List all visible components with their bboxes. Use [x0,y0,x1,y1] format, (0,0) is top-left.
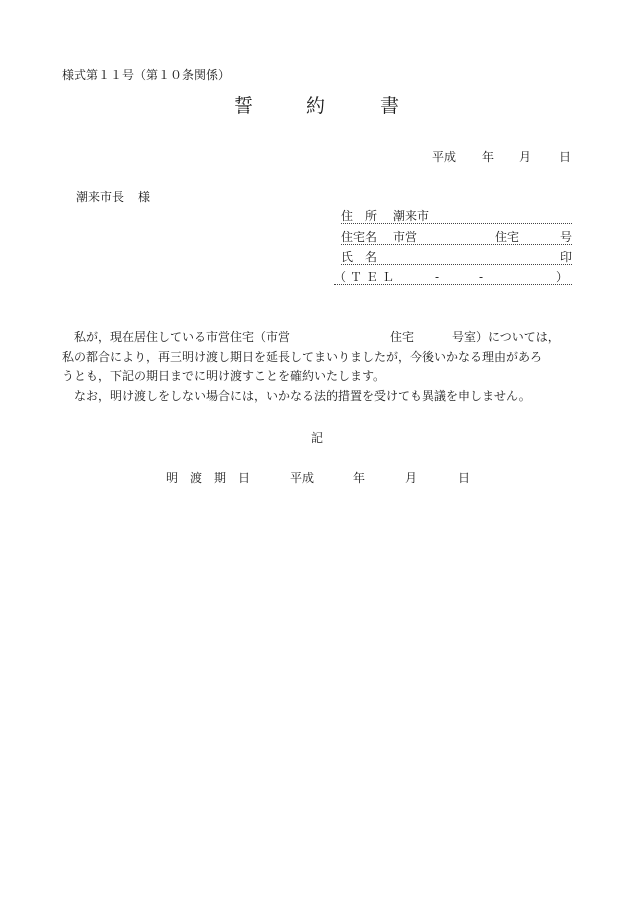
handover-era: 平成 [290,471,315,485]
body-line-4: なお，明け渡しをしない場合には，いかなる法的措置を受けても異議を申しません。 [74,388,531,403]
body-line-3: うとも，下記の期日までに明け渡すことを確約いたします。 [62,369,386,383]
tel-field[interactable] [334,270,572,285]
addressee-name: 潮来市長 [76,190,125,204]
handover-date [166,472,470,484]
tel-separator-1: - [435,270,440,284]
submission-date [432,151,571,163]
seal-mark: 印 [559,250,572,264]
room-label: 号 [559,230,572,244]
housing-value: 市営 [393,230,418,244]
date-day: 日 [559,150,572,164]
body-line-1b: 住宅 [390,330,415,344]
tel-label: （ＴＥＬ [334,270,399,284]
addressee [76,191,150,203]
housing-unit-label: 住宅 [495,230,520,244]
body-line-2: 私の都合により，再三明け渡し期日を延長してまいりましたが，今後いかなる理由があろ [62,349,543,364]
handover-char-1: 明 [166,471,179,485]
body-line-1c: 号室）については， [452,330,560,344]
address-field[interactable] [341,209,572,224]
handover-month: 月 [405,471,418,485]
addressee-honorific: 様 [138,190,151,204]
date-month: 月 [519,150,532,164]
title-char-3: 書 [380,95,400,117]
pledge-body [62,328,572,406]
document-title [234,97,399,116]
name-field[interactable] [341,250,572,265]
handover-char-3: 期 [214,471,227,485]
tel-separator-2: - [479,270,484,284]
handover-day: 日 [458,471,471,485]
body-line-1a: 私が，現在居住している市営住宅（市営 [74,330,291,344]
tel-close: ） [555,270,568,284]
body-line-1 [62,328,572,348]
date-year: 年 [482,150,495,164]
name-label: 氏 名 [341,250,378,264]
handover-char-4: 日 [238,471,251,485]
housing-name-field[interactable] [341,230,572,245]
housing-label: 住宅名 [341,230,378,244]
form-number: 様式第１１号（第１０条関係） [62,68,231,82]
title-char-2: 約 [306,95,326,117]
date-era: 平成 [432,150,457,164]
handover-char-2: 渡 [190,471,203,485]
title-char-1: 誓 [234,95,254,117]
ki-heading: 記 [311,431,324,445]
address-value: 潮来市 [393,209,430,223]
address-label: 住 所 [341,209,378,223]
handover-year: 年 [353,471,366,485]
